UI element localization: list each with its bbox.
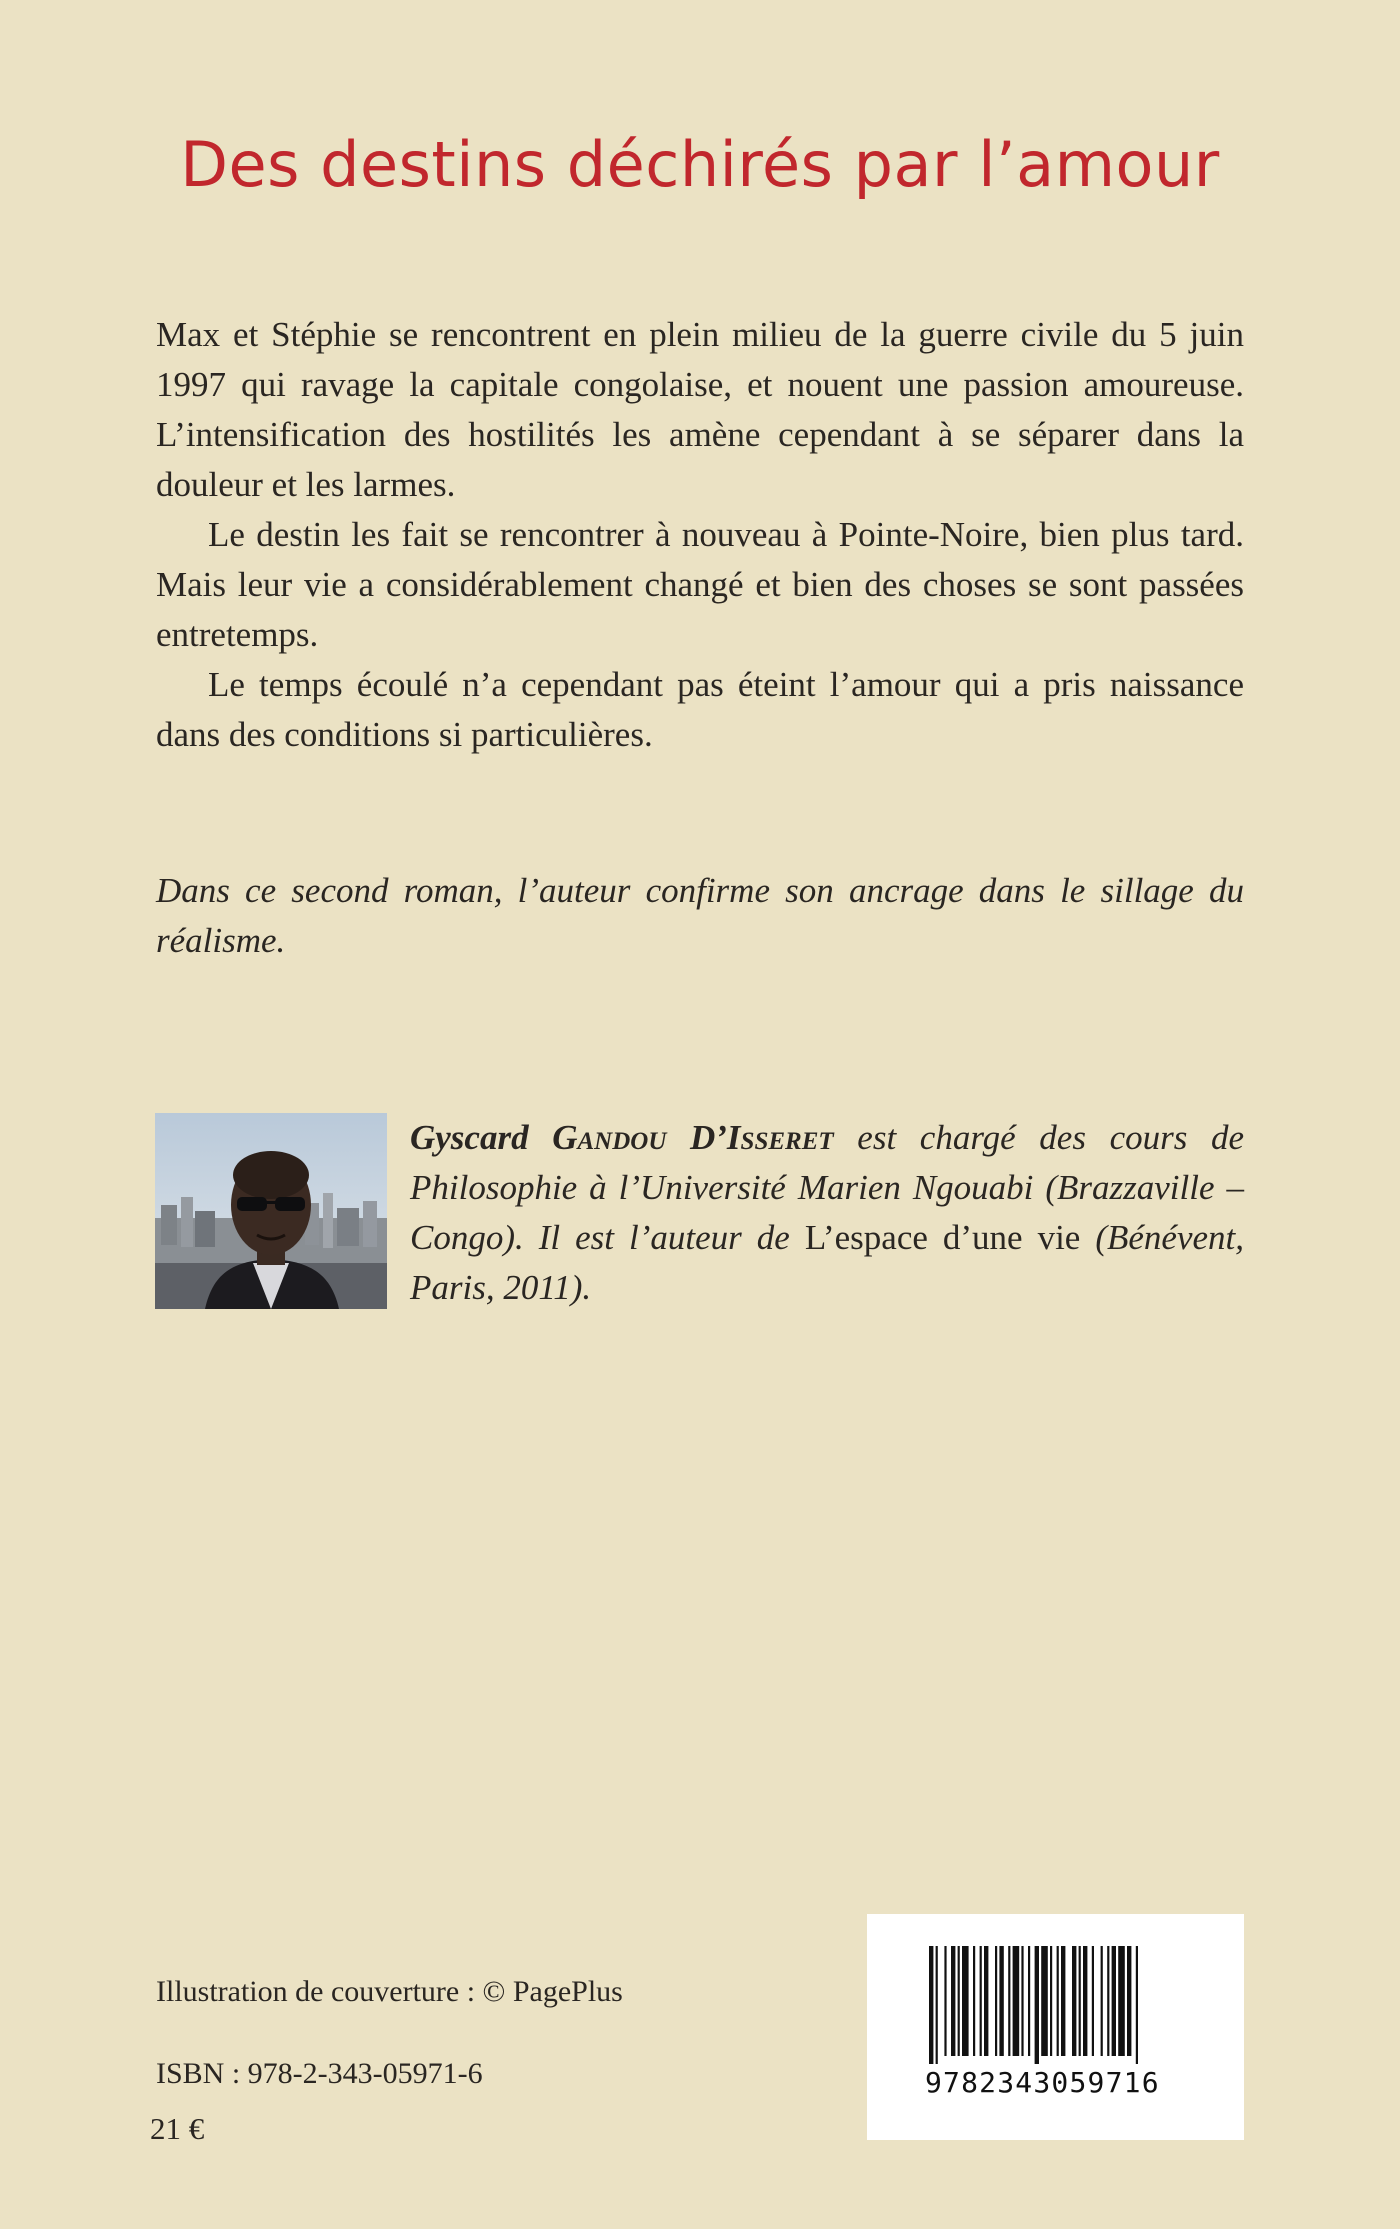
barcode-bar: [1112, 1946, 1116, 2056]
barcode-bar: [1101, 1946, 1103, 2056]
barcode-bar: [936, 1946, 938, 2064]
barcode-bar: [1057, 1946, 1059, 2056]
author-bio-text: est chargé des cours de Philosophie à l’Université Marien Ngouabi (Brazzaville – Congo). Il est l’auteur de: [410, 1118, 1244, 1257]
barcode-bar: [995, 1946, 997, 2056]
barcode-bar: [1021, 1946, 1023, 2056]
author-first-name: Gyscard: [410, 1118, 529, 1157]
barcode-bar: [1092, 1946, 1094, 2056]
barcode-bar: [944, 1946, 946, 2056]
barcode-bar: [1050, 1946, 1052, 2056]
barcode: [867, 1914, 1244, 2140]
barcode-bar: [980, 1946, 982, 2056]
barcode-bar: [1028, 1946, 1030, 2056]
barcode-bar: [929, 1946, 933, 2064]
summary: [156, 310, 1244, 760]
barcode-bars: [927, 1946, 1187, 2066]
barcode-bar: [984, 1946, 988, 2056]
previous-book-title: L’espace d’une vie: [804, 1218, 1081, 1257]
barcode-bar: [1107, 1946, 1109, 2056]
summary-paragraph: Le temps écoulé n’a cependant pas éteint l’amour qui a pris naissance dans des conditions si particulières.: [156, 665, 1244, 754]
barcode-bar: [1127, 1946, 1131, 2056]
barcode-bar: [1079, 1946, 1081, 2056]
summary-paragraph: Le destin les fait se rencontrer à nouveau à Pointe-Noire, bien plus tard. Mais leur vie a considérablement changé et bien des choses se sont passées entretemps.: [156, 515, 1244, 654]
barcode-bar: [999, 1946, 1003, 2056]
barcode-bar: [1061, 1946, 1065, 2056]
isbn: ISBN : 978-2-343-05971-6: [156, 2057, 483, 2090]
tagline: Dans ce second roman, l’auteur confirme son ancrage dans le sillage du réalisme.: [156, 871, 1244, 960]
barcode-bar: [1008, 1946, 1010, 2056]
author-photo: [155, 1113, 387, 1309]
barcode-digits: 9782343059716: [925, 2066, 1160, 2099]
barcode-bar: [951, 1946, 955, 2056]
cover-credit: Illustration de couverture : © PagePlus: [156, 1975, 623, 2008]
barcode-bar: [1118, 1946, 1125, 2056]
barcode-bar: [1035, 1946, 1039, 2064]
barcode-bar: [973, 1946, 975, 2056]
summary-paragraph: Max et Stéphie se rencontrent en plein milieu de la guerre civile du 5 juin 1997 qui ravage la capitale congolaise, et nouent une passion amoureuse. L’intensification des hostilités les amène cependant à se séparer dans la douleur et les larmes.: [156, 315, 1244, 504]
author-bio: [410, 1113, 1244, 1313]
price: 21 €: [150, 2111, 205, 2146]
barcode-bar: [958, 1946, 960, 2056]
barcode-bar: [1083, 1946, 1087, 2056]
barcode-bar: [1041, 1946, 1048, 2056]
author-bio-text: (Bénévent, Paris, 2011).: [410, 1218, 1244, 1307]
author-surname: Gandou D’Isseret: [552, 1118, 834, 1157]
barcode-bar: [962, 1946, 969, 2056]
barcode-bar: [1136, 1946, 1138, 2064]
barcode-bar: [1072, 1946, 1076, 2056]
book-title: Des destins déchirés par l’amour: [180, 128, 1220, 201]
barcode-bar: [1013, 1946, 1020, 2056]
